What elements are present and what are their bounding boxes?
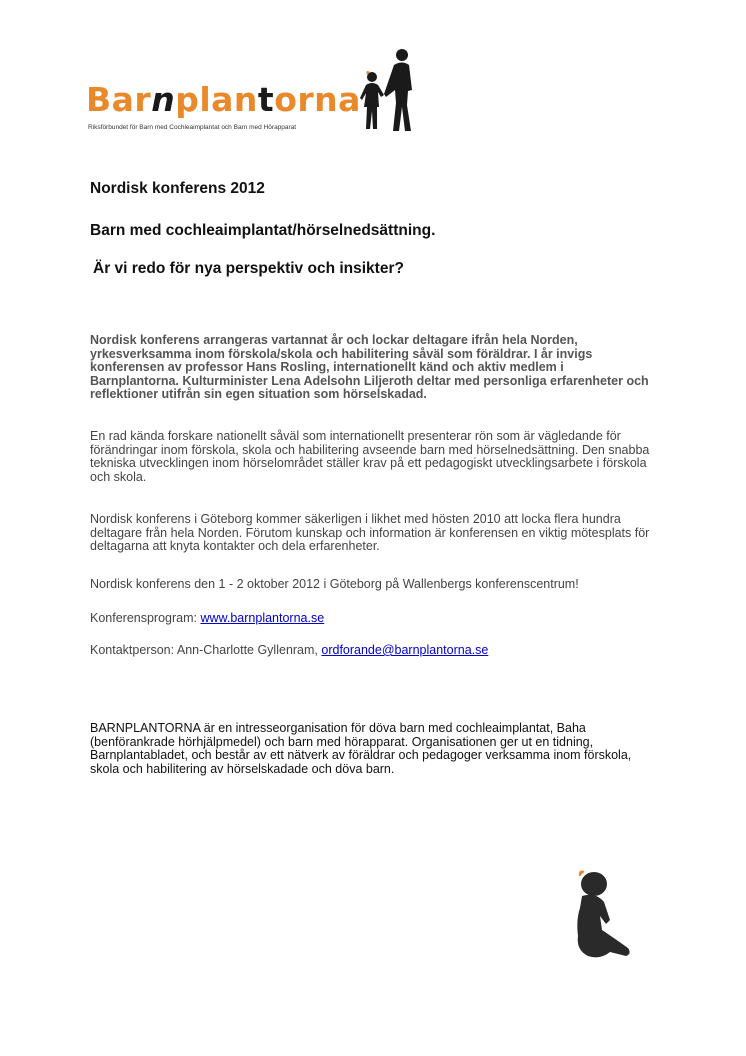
intro-paragraph: Nordisk konferens arrangeras vartannat år och lockar deltagare ifrån hela Norden, yrkesverksamma inom förskola/skola och habilitering såväl som föräldrar. I år invigs konferensen av professor Hans Rosling, internationellt känd och aktiv medlem i Barnplantorna. Kulturminister Lena Adelsohn Liljeroth deltar med personliga erfarenheter och reflektioner utifrån sin egen situation som hörselskadad. xyxy=(90,333,649,402)
contact-email-link[interactable]: ordforande@barnplantorna.se xyxy=(321,643,489,657)
subtitle-question: Är vi redo för nya perspektiv och insikter? xyxy=(93,260,404,277)
program-link[interactable]: www.barnplantorna.se xyxy=(200,611,325,625)
logo-tagline: Riksförbundet för Barn med Cochleaimplantat och Barn med Hörapparat xyxy=(88,124,297,131)
program-line xyxy=(90,612,650,626)
contact-line xyxy=(90,644,650,658)
research-paragraph: En rad kända forskare nationellt såväl som internationellt presenterar rön som är vägledande för förändringar inom förskola, skola och habilitering avseende barn med hörselnedsättning. Den snabba tekniska utvecklingen inom hörselområdet ställer krav på ett pedagogiskt utvecklingsarbete i förskola och skola. xyxy=(90,429,650,484)
logo-part: Bar xyxy=(86,80,152,119)
gothenburg-paragraph: Nordisk konferens i Göteborg kommer säkerligen i likhet med hösten 2010 att locka flera hundra deltagare från hela Norden. Förutom kunskap och information är konferensen en viktig mötesplats för deltagarna att knyta kontakter och dela erfarenheter. xyxy=(90,512,650,554)
about-paragraph: BARNPLANTORNA är en intresseorganisation för döva barn med cochleaimplantat, Baha (benförankrade hörhjälpmedel) och barn med hörapparat. Organisationen ger ut en tidning, Barnplantabladet, och består av ett nätverk av föräldrar och pedagoger verksamma inom förskola, skola och habilitering av hörselskadade och döva barn. xyxy=(90,721,632,776)
logo xyxy=(86,45,426,140)
logo-wordmark xyxy=(86,80,361,119)
logo-part: n xyxy=(151,80,176,119)
subtitle: Barn med cochleaimplantat/hörselnedsättning. xyxy=(90,222,436,239)
program-label: Konferensprogram: xyxy=(90,611,201,625)
logo-part: orna xyxy=(274,80,361,119)
date-paragraph: Nordisk konferens den 1 - 2 oktober 2012 i Göteborg på Wallenbergs konferenscentrum! xyxy=(90,577,579,591)
adult-and-child-silhouette-icon xyxy=(356,45,424,133)
logo-part: t xyxy=(257,80,275,119)
logo-part: plan xyxy=(175,80,258,119)
sitting-child-silhouette-icon xyxy=(570,868,636,963)
contact-label: Kontaktperson: Ann-Charlotte Gyllenram, xyxy=(90,643,322,657)
page-title: Nordisk konferens 2012 xyxy=(90,180,265,197)
